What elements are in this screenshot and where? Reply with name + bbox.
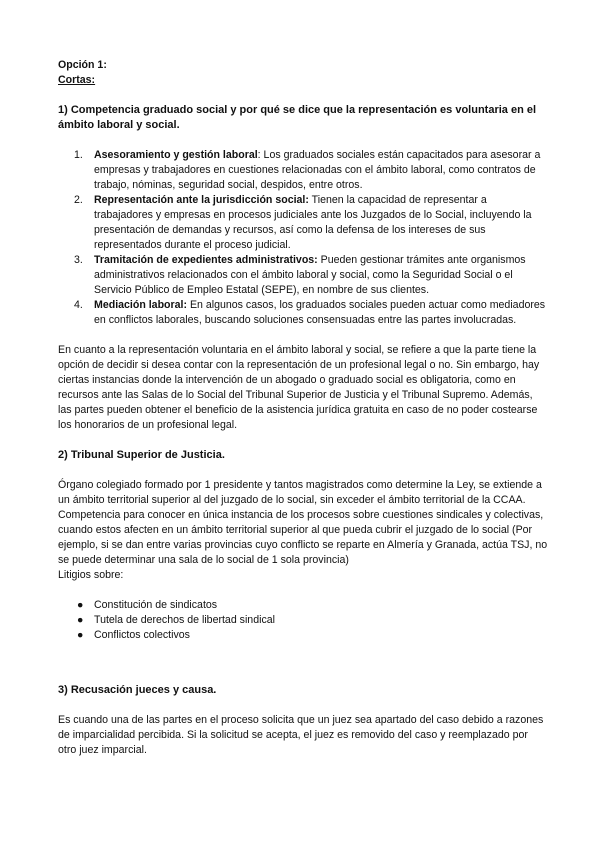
list-text: Pueden gestionar trámites ante organismos administrativos relacionados con el ámbito laboral y social, como la Seguridad Social o el Servicio Público de Empleo Estatal (SEPE), en nombre de sus clientes.: [94, 254, 526, 296]
list-number: 3.: [74, 254, 83, 266]
q1-paragraph: En cuanto a la representación voluntaria en el ámbito laboral y social, se refiere a que la parte tiene la opción de decidir si desea contar con la representación de un profesional legal o no. Sin embargo, hay ciertas instancias donde la intervención de un abogado o graduado social es obligatoria, como en recursos ante las Salas de lo Social del Tribunal Superior de Justicia y el Tribunal Supremo. Además, las partes pueden obtener el beneficio de la asistencia jurídica gratuita en caso de no poder costearse los honorarios de un profesional legal.: [58, 344, 540, 431]
q2-bullet-list: [58, 598, 548, 643]
q1-heading: 1) Competencia graduado social y por qué se dice que la representación es voluntaria en el ámbito laboral y social.: [58, 104, 537, 131]
cortas-label: Cortas:: [58, 74, 96, 86]
list-text: En algunos casos, los graduados sociales pueden actuar como mediadores en conflictos laborales, buscando soluciones consensuadas entre las partes involucradas.: [94, 299, 546, 326]
q1-numbered-list: [58, 148, 548, 328]
bullet-text: Constitución de sindicatos: [94, 599, 218, 611]
list-item: [58, 253, 548, 298]
list-item: [58, 193, 548, 253]
list-term: Asesoramiento y gestión laboral: [94, 149, 258, 161]
bullet-icon: ●: [77, 599, 84, 611]
list-item: [58, 613, 548, 628]
q2-heading: 2) Tribunal Superior de Justicia.: [58, 449, 225, 461]
bullet-icon: ●: [77, 629, 84, 641]
q2-paragraph-1: Órgano colegiado formado por 1 presidente y tantos magistrados como determine la Ley, se extiende a un ámbito territorial superior al del juzgado de lo social, sin exceder el ámbito territorial de la CCAA.: [58, 479, 542, 506]
list-item: [58, 598, 548, 613]
litigios-label: Litigios sobre:: [58, 569, 124, 581]
q3-heading: 3) Recusación jueces y causa.: [58, 684, 217, 696]
list-number: 4.: [74, 299, 83, 311]
list-term: Mediación laboral:: [94, 299, 188, 311]
list-item: [58, 628, 548, 643]
q3-paragraph: Es cuando una de las partes en el proceso solicita que un juez sea apartado del caso debido a razones de imparcialidad percibida. Si la solicitud se acepta, el juez es removido del caso y reemplazado por otro juez imparcial.: [58, 714, 544, 756]
bullet-icon: ●: [77, 614, 84, 626]
list-number: 2.: [74, 194, 83, 206]
list-text: : Los graduados sociales están capacitados para asesorar a empresas y trabajadores en cuestiones relacionadas con el ámbito laboral, como contratos de trabajo, nóminas, seguridad social, despidos, entre otros.: [94, 149, 541, 191]
list-item: [58, 148, 548, 193]
list-item: [58, 298, 548, 328]
list-number: 1.: [74, 149, 83, 161]
q2-paragraph-2: Competencia para conocer en única instancia de los procesos sobre cuestiones sindicales y colectivas, cuando estos afecten en un ámbito territorial superior al que pueda cubrir el juzgado de lo social (Por ejemplo, si se dan entre varias provincias cuyo conflicto se reparte en Almería y Granada, actúa TSJ, no se puede determinar una sala de lo social de 1 sola provincia): [58, 509, 548, 566]
list-term: Representación ante la jurisdicción social:: [94, 194, 309, 206]
document-page: [58, 58, 548, 758]
bullet-text: Conflictos colectivos: [94, 629, 190, 641]
bullet-text: Tutela de derechos de libertad sindical: [94, 614, 275, 626]
list-term: Tramitación de expedientes administrativos:: [94, 254, 318, 266]
option-title: Opción 1:: [58, 59, 107, 71]
list-text: Tienen la capacidad de representar a trabajadores y empresas en procesos judiciales ante los Juzgados de lo Social, incluyendo la presentación de demandas y recursos, así como la defensa de los intereses de sus representados durante el proceso judicial.: [94, 194, 532, 251]
